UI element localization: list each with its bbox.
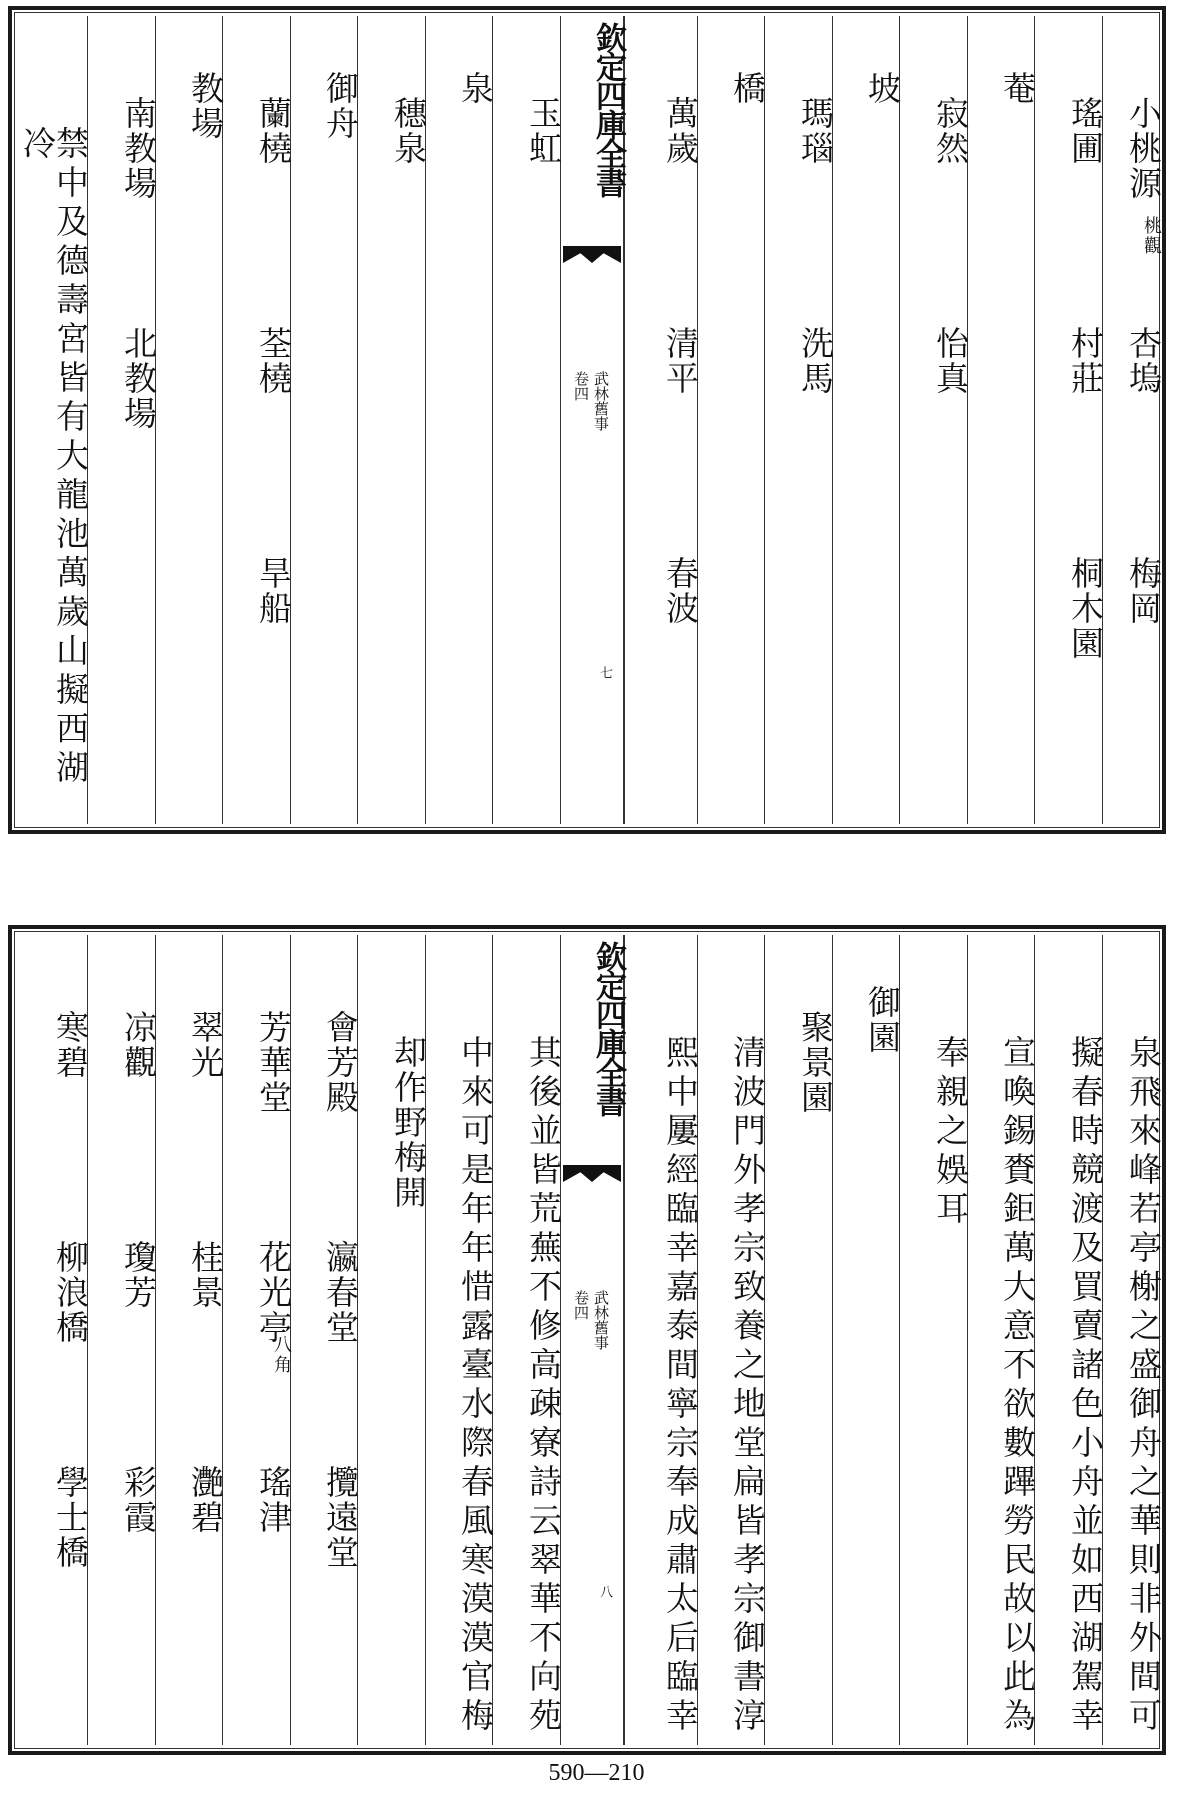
text-line: 桐木園 (1066, 556, 1105, 661)
text-line: 橋 (728, 71, 767, 106)
folio-number: 590—210 (548, 1760, 645, 1786)
gutter-title: 欽定四庫全書 (590, 22, 626, 196)
column-8 (624, 16, 700, 824)
text-line: 瑤圃 (1066, 96, 1105, 166)
annotation: 八角 (271, 1335, 292, 1375)
text-line: 芳華堂 (254, 1010, 293, 1115)
column-6 (764, 935, 835, 1745)
text-line: 御園 (863, 985, 902, 1055)
column-7 (697, 16, 767, 824)
text-line: 坡 (863, 71, 902, 106)
column-6 (764, 16, 835, 824)
text-line: 却作野梅開 (389, 1035, 428, 1210)
text-line: 清平 (661, 326, 700, 396)
column-11 (357, 16, 428, 824)
column-9 (492, 16, 563, 824)
text-line: 荃橈 (254, 326, 293, 396)
text-line: 村莊 (1066, 326, 1105, 396)
text-line: 洗馬 (796, 326, 835, 396)
text-line: 其後並皆荒蕪不修高疎寮詩云翠華不向苑 (524, 1035, 563, 1737)
text-line: 萬歲 (661, 96, 700, 166)
text-line: 泉 (456, 71, 495, 106)
column-14 (155, 16, 225, 824)
text-line: 玉虹 (524, 96, 563, 166)
text-line: 小桃源 (1124, 96, 1163, 201)
column-4 (899, 16, 970, 824)
text-line: 旱船 (254, 556, 293, 626)
text-line: 瓊芳 (119, 1240, 158, 1310)
fish-tail-ornament (563, 246, 621, 279)
column-5 (832, 16, 902, 824)
text-line: 杏塢 (1124, 326, 1163, 396)
column-16 (18, 935, 90, 1745)
text-line: 凉觀 (119, 1010, 158, 1080)
column-13 (222, 935, 293, 1745)
text-line: 會芳殿 (321, 1010, 360, 1115)
text-line: 寂然 (931, 96, 970, 166)
column-12 (290, 935, 360, 1745)
text-line: 北教場 (119, 326, 158, 431)
leaf-number: 七 (597, 666, 612, 679)
gutter-book-title: 武林舊事 (592, 1290, 610, 1350)
gutter-juan: 卷四 (572, 1290, 590, 1320)
column-5 (832, 935, 902, 1745)
text-line: 瀛春堂 (321, 1240, 360, 1345)
top-page (8, 6, 1166, 834)
text-line: 花光亭 (254, 1240, 293, 1345)
text-line: 瑤津 (254, 1465, 293, 1535)
gutter-book-title: 武林舊事 (592, 371, 610, 431)
column-9 (492, 935, 563, 1745)
text-line: 清波門外孝宗致養之地堂扁皆孝宗御書淳 (728, 1035, 767, 1737)
text-line: 瑪瑙 (796, 96, 835, 166)
column-11 (357, 935, 428, 1745)
text-line: 翠光 (186, 1010, 225, 1080)
text-line: 攬遠堂 (321, 1465, 360, 1570)
column-13 (222, 16, 293, 824)
text-line: 擬春時競渡及買賣諸色小舟並如西湖駕幸 (1066, 1035, 1105, 1737)
text-line: 怡真 (931, 326, 970, 396)
text-line: 泉飛來峰若亭榭之盛御舟之華則非外間可 (1124, 1035, 1163, 1737)
column-2 (1034, 935, 1105, 1745)
text-line: 奉親之娛耳 (931, 1035, 970, 1230)
text-line: 灔碧 (186, 1465, 225, 1535)
leaf-number: 八 (597, 1585, 612, 1598)
column-1 (1102, 935, 1163, 1745)
bottom-page (8, 925, 1166, 1755)
column-2 (1034, 16, 1105, 824)
text-line: 教場 (186, 71, 225, 141)
column-3 (967, 935, 1037, 1745)
column-14 (155, 935, 225, 1745)
text-line: 柳浪橋 (51, 1240, 90, 1345)
column-1 (1102, 16, 1163, 824)
text-line: 中來可是年年惜露臺水際春風寒漠漠官梅 (456, 1035, 495, 1737)
column-7 (697, 935, 767, 1745)
text-line: 宣喚錫賚鉅萬大意不欲數蹕勞民故以此為 (998, 1035, 1037, 1737)
column-16 (18, 16, 90, 824)
column-15 (87, 935, 158, 1745)
text-line: 熙中屢經臨幸嘉泰間寧宗奉成肅太后臨幸 (661, 1035, 700, 1737)
text-line: 聚景園 (796, 1010, 835, 1115)
text-line: 梅岡 (1124, 556, 1163, 626)
text-line: 穗泉 (389, 96, 428, 166)
gutter-title: 欽定四庫全書 (590, 941, 626, 1115)
center-gutter (560, 935, 624, 1745)
annotation: 桃觀 (1141, 216, 1162, 256)
text-line: 彩霞 (119, 1465, 158, 1535)
column-12 (290, 16, 360, 824)
text-line: 禁中及德壽宮皆有大龍池萬歲山擬西湖冷 (18, 126, 90, 789)
center-gutter (560, 16, 624, 824)
gutter-juan: 卷四 (572, 371, 590, 401)
text-line: 寒碧 (51, 1010, 90, 1080)
column-10 (425, 16, 495, 824)
text-line: 蘭橈 (254, 96, 293, 166)
column-3 (967, 16, 1037, 824)
text-line: 御舟 (321, 71, 360, 141)
text-line: 桂景 (186, 1240, 225, 1310)
column-10 (425, 935, 495, 1745)
text-line: 菴 (998, 71, 1037, 106)
text-line: 南教場 (119, 96, 158, 201)
text-line: 春波 (661, 556, 700, 626)
fish-tail-ornament (563, 1165, 621, 1198)
column-4 (899, 935, 970, 1745)
column-15 (87, 16, 158, 824)
text-line: 學士橋 (51, 1465, 90, 1570)
column-8 (624, 935, 700, 1745)
